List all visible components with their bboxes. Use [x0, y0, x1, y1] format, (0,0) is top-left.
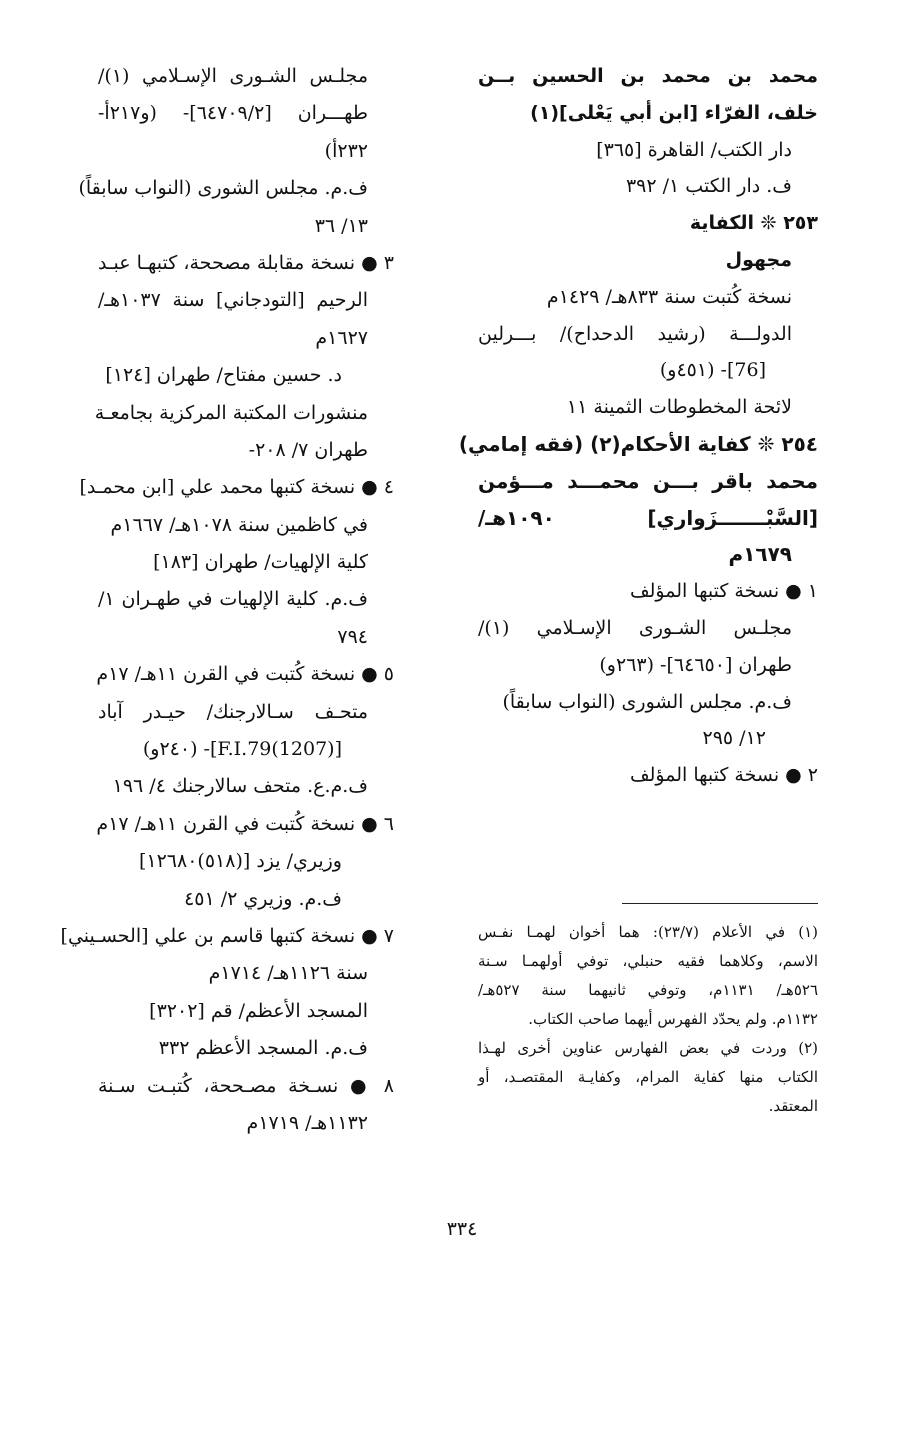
text-line: لائحة المخطوطات الثمينة ١١ [566, 396, 792, 419]
text-line: ف.م. وزيري ٢/ ٤٥١ [184, 887, 342, 910]
text-line: ف.م. كلية الإلهيات في طهـران ١/ [98, 588, 368, 611]
text-line: ١٦٢٧م [315, 326, 368, 349]
left-column [60, 58, 394, 1142]
text-line: طهران [٦٤٦٥٠]- (٢٦٣و) [599, 653, 792, 676]
footnote-line: الاسم، وكلاهما فقيه حنبلي، توفي أولهمـا سـنة [478, 952, 818, 970]
text-line: في كاظمين سنة ١٠٧٨هـ/ ١٦٦٧م [110, 513, 368, 536]
text-line: طهـــران [٦٤٧٠٩/٢]- (و٢١٧أ- [98, 102, 368, 125]
text-line: ٦ ● نسخة كُتبت في القرن ١١هـ/ ١٧م [96, 812, 394, 835]
footnote-line: (١) في الأعلام (٢٣/٧): هما أخوان لهمـا نفـس [478, 923, 819, 941]
text-line: متحـف سـالارجنك/ حيـدر آباد [98, 700, 368, 723]
text-line: خلف، الفرّاء [ابن أبي يَعْلى](١) [530, 101, 818, 124]
text-line: د. حسين مفتاح/ طهران [١٢٤] [105, 364, 342, 387]
text-line: محمد بن محمد بن الحسين بــن [478, 65, 818, 87]
footnote-line: (٢) وردت في بعض الفهارس عناوين أخرى لهـذا [478, 1039, 818, 1057]
text-line: [(1207)F.I.79]- (٢٤٠و) [142, 738, 342, 761]
text-line: ٥ ● نسخة كُتبت في القرن ١١هـ/ ١٧م [96, 663, 394, 686]
text-line: [76]- (٤٥١و) [659, 359, 766, 382]
footnote-line: الكتاب منها كفاية المرام، وكفايـة المقتصـد، أو [478, 1068, 818, 1086]
page-number: ٣٣٤ [446, 1218, 478, 1240]
text-line: ٧٩٤ [337, 625, 368, 648]
text-line: سنة ١١٢٦هـ/ ١٧١٤م [208, 962, 368, 985]
text-line: ٢٥٤ ❊ كفاية الأحكام(٢) (فقه إمامي) [458, 431, 818, 456]
text-line: الرحيم [التودجاني] سنة ١٠٣٧هـ/ [98, 289, 368, 312]
text-line: ٤ ● نسخة كتبها محمد علي [ابن محمـد] [79, 476, 394, 499]
footnote-line: المعتقد. [768, 1097, 818, 1115]
text-line: ٨ ● نسـخة مصـححة، كُتبـت سـنة [98, 1074, 394, 1097]
text-line: ٢ ● نسخة كتبها المؤلف [629, 764, 818, 787]
text-line: ١٣/ ٣٦ [314, 214, 368, 237]
text-line: ٢٥٣ ❊ الكفاية [689, 212, 818, 235]
text-line: نسخة كُتبت سنة ٨٣٣هـ/ ١٤٢٩م [546, 285, 792, 308]
text-line: ٧ ● نسخة كتبها قاسم بن علي [الحسـيني] [60, 924, 394, 947]
text-line: ف. دار الكتب ١/ ٣٩٢ [625, 175, 792, 198]
text-line: ١١٣٢هـ/ ١٧١٩م [246, 1111, 368, 1134]
text-line: محمد باقر بـــن محمـــد مـــؤمن [478, 468, 818, 493]
text-line: ف.م. مجلس الشورى (النواب سابقاً) [502, 690, 792, 713]
text-line: منشورات المكتبة المركزية بجامعـة [94, 401, 368, 424]
text-line: مجلـس الشـورى الإسـلامي (١)/ [478, 616, 792, 639]
footnote-line: ١١٣٢م. ولم يحدّد الفهرس أيهما صاحب الكتاب. [528, 1010, 818, 1028]
text-line: طهران ٧/ ٢٠٨- [248, 438, 368, 461]
text-line: كلية الإلهيات/ طهران [١٨٣] [153, 551, 368, 574]
text-line: ١٦٧٩م [728, 542, 792, 567]
text-line: ف.م.ع. متحف سالارجنك ٤/ ١٩٦ [112, 775, 368, 798]
text-line: [السَّبْـــــــزَواري] ١٠٩٠هـ/ [478, 505, 818, 530]
text-line: ١ ● نسخة كتبها المؤلف [629, 580, 818, 603]
text-line: الدولـــة (رشيد الدحداح)/ بـــرلين [478, 322, 792, 345]
text-line: ف.م. المسجد الأعظم ٣٣٢ [158, 1037, 368, 1060]
text-line: ٢٣٢أ) [324, 139, 368, 162]
text-line: ١٢/ ٢٩٥ [702, 727, 766, 750]
text-line: دار الكتب/ القاهرة [٣٦٥] [596, 138, 792, 161]
footnotes [478, 918, 818, 1121]
text-line: مجهول [725, 248, 792, 271]
footnote-line: ٥٢٦هـ/ ١١٣١م، وتوفي ثانيهما سنة ٥٢٧هـ/ [478, 981, 818, 999]
text-line: مجلـس الشـورى الإسـلامي (١)/ [98, 65, 368, 87]
text-line: وزيري/ يزد [(٥١٨)١٢٦٨٠] [138, 850, 342, 873]
text-line: المسجد الأعظم/ قم [٣٢٠٢] [149, 999, 368, 1022]
text-line: ٣ ● نسخة مقابلة مصححة، كتبهـا عبـد [98, 251, 394, 274]
footnote-separator [622, 903, 818, 904]
right-column [458, 58, 818, 794]
text-line: ف.م. مجلس الشورى (النواب سابقاً) [78, 177, 368, 200]
